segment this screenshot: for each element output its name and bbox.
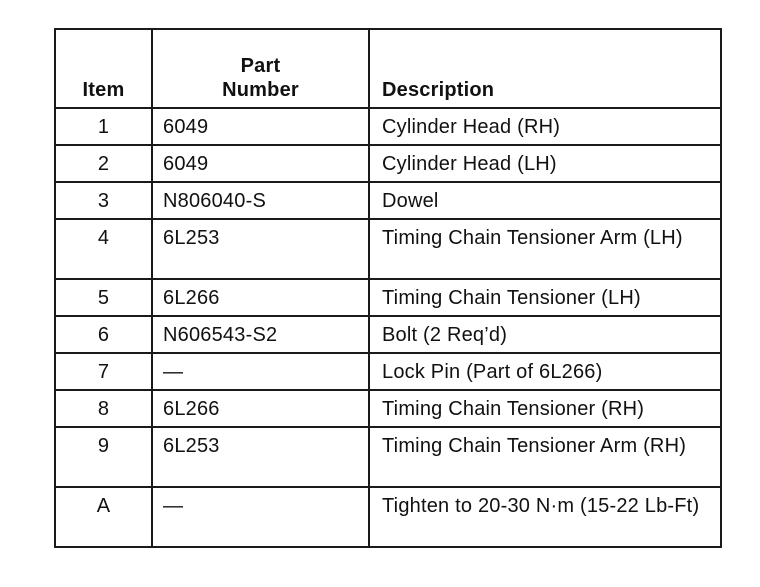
- item-cell: 8: [55, 390, 152, 427]
- table-row: [55, 145, 721, 182]
- table-row: [55, 390, 721, 427]
- part-number-cell: 6L253: [152, 427, 369, 487]
- description-cell: Dowel: [369, 182, 721, 219]
- header-part-number: [152, 29, 369, 108]
- description-cell: Timing Chain Tensioner Arm (LH): [369, 219, 721, 279]
- table-row: [55, 219, 721, 279]
- table-header: [55, 29, 721, 108]
- part-number-cell: 6049: [152, 108, 369, 145]
- header-description: Description: [369, 29, 721, 108]
- item-cell: 4: [55, 219, 152, 279]
- table-row: [55, 316, 721, 353]
- part-number-cell: —: [152, 487, 369, 547]
- part-number-cell: N606543-S2: [152, 316, 369, 353]
- table-body: [55, 108, 721, 547]
- item-cell: 5: [55, 279, 152, 316]
- part-number-cell: 6049: [152, 145, 369, 182]
- part-number-cell: 6L266: [152, 390, 369, 427]
- header-part-line1: Part: [240, 55, 281, 77]
- item-cell: 7: [55, 353, 152, 390]
- description-cell: Cylinder Head (LH): [369, 145, 721, 182]
- part-number-cell: —: [152, 353, 369, 390]
- part-number-cell: N806040-S: [152, 182, 369, 219]
- description-cell: Cylinder Head (RH): [369, 108, 721, 145]
- description-cell: Lock Pin (Part of 6L266): [369, 353, 721, 390]
- part-number-cell: 6L253: [152, 219, 369, 279]
- parts-table: [54, 28, 722, 548]
- table-row: [55, 427, 721, 487]
- table-row: [55, 182, 721, 219]
- header-part-line2: Number: [222, 79, 299, 101]
- table-row: [55, 279, 721, 316]
- item-cell: 6: [55, 316, 152, 353]
- description-cell: Timing Chain Tensioner (LH): [369, 279, 721, 316]
- item-cell: 2: [55, 145, 152, 182]
- description-cell: Timing Chain Tensioner Arm (RH): [369, 427, 721, 487]
- description-cell: Timing Chain Tensioner (RH): [369, 390, 721, 427]
- table-row: [55, 108, 721, 145]
- part-number-cell: 6L266: [152, 279, 369, 316]
- item-cell: 3: [55, 182, 152, 219]
- item-cell: 9: [55, 427, 152, 487]
- header-row: [55, 29, 721, 108]
- description-cell: Bolt (2 Req’d): [369, 316, 721, 353]
- item-cell: A: [55, 487, 152, 547]
- table-row: [55, 353, 721, 390]
- item-cell: 1: [55, 108, 152, 145]
- description-cell: Tighten to 20-30 N·m (15-22 Lb-Ft): [369, 487, 721, 547]
- table-row: [55, 487, 721, 547]
- header-item: Item: [55, 29, 152, 108]
